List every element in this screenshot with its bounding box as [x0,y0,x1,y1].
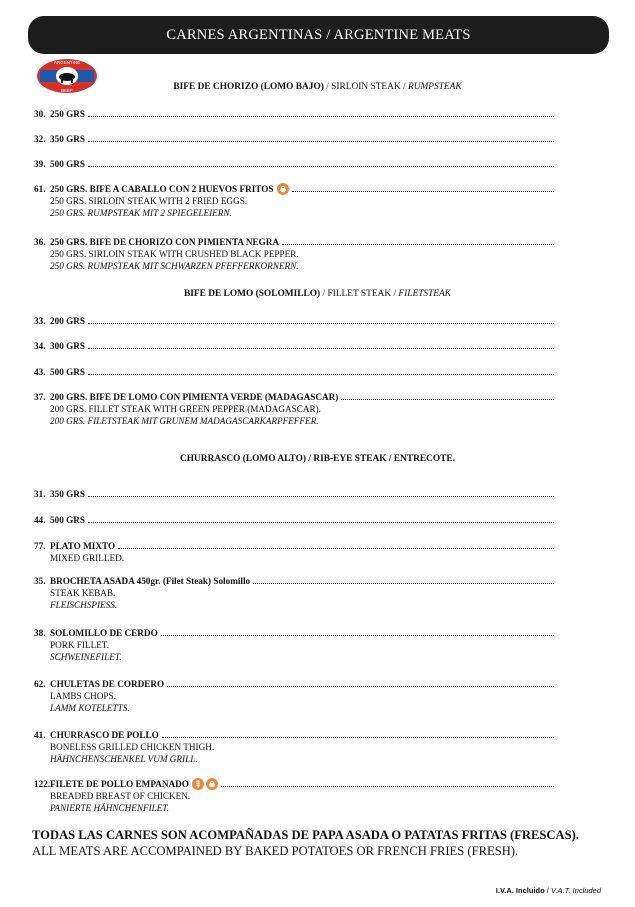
menu-item: 39. 500 GRS [34,158,554,170]
egg-allergen-icon [277,183,289,195]
svg-text:ARGENTINE: ARGENTINE [53,60,81,65]
item-description-de: HÄHNCHENSCHENKEL VUM GRILL. [50,754,198,764]
menu-item: 41. CHURRASCO DE POLLO BONELESS GRILLED CHICKEN THIGH. HÄHNCHENSCHENKEL VUM GRILL. [34,729,554,765]
menu-item: 31. 350 GRS [34,488,554,500]
item-description-en: 250 GRS. SIRLOIN STEAK WITH CRUSHED BLACK PEPPER. [50,249,299,259]
item-description-de: LAMM KOTELETTS. [50,703,130,713]
menu-item: 38. SOLOMILLO DE CERDO PORK FILLET. SCHWEINEFILET. [34,627,554,663]
menu-item: 37. 200 GRS. BIFE DE LOMO CON PIMIENTA VERDE (MADAGASCAR) 200 GRS. FILLET STEAK WITH GREEN PEPPER (MADAGASCAR). 200 GRS. FILETSTEAK MIT GRUNEM MADAGASCARKARPFEFFER. [34,391,554,427]
menu-item: 77. PLATO MIXTO MIXED GRILLED. [34,540,554,564]
vat-notice: I.V.A. Incluido / V.A.T. Included [495,886,601,895]
item-description-en: LAMBS CHOPS. [50,691,116,701]
menu-item: 122. FILETE DE POLLO EMPANADO BREADED BREAST OF CHICKEN. PANIERTE HÄHNCHENFILET. [34,778,554,814]
menu-item: 32. 350 GRS [34,133,554,145]
item-description-de: PANIERTE HÄHNCHENFILET. [50,803,170,813]
footer-note-es: TODAS LAS CARNES SON ACOMPAÑADAS DE PAPA ASADA O PATATAS FRITAS (FRESCAS). [32,828,579,842]
page-title: CARNES ARGENTINAS / ARGENTINE MEATS [166,26,471,43]
item-description-en: PORK FILLET. [50,640,110,650]
menu-item: 34. 300 GRS [34,340,554,352]
item-description-en: BONELESS GRILLED CHICKEN THIGH. [50,742,215,752]
footer-note-en: ALL MEATS ARE ACCOMPAINED BY BAKED POTATOES OR FRENCH FRIES (FRESH). [32,844,519,858]
header-banner [28,16,609,54]
menu-item: 62. CHULETAS DE CORDERO LAMBS CHOPS. LAMM KOTELETTS. [34,678,554,714]
item-description-de: SCHWEINEFILET. [50,652,122,662]
item-description-en: 200 GRS. FILLET STEAK WITH GREEN PEPPER (MADAGASCAR). [50,404,321,414]
item-description-en: STEAK KEBAB. [50,588,116,598]
item-description-en: MIXED GRILLED. [50,553,124,563]
menu-item: 61. 250 GRS. BIFE A CABALLO CON 2 HUEVOS FRITOS 250 GRS. SIRLOIN STEAK WITH 2 FRIED EGGS. 250 GRS. RUMPSTEAK MIT 2 SPIEGELEIERN. [34,183,554,219]
menu-item: 30. 250 GRS [34,108,554,120]
item-description-en: 250 GRS. SIRLOIN STEAK WITH 2 FRIED EGGS. [50,196,248,206]
item-description-en: BREADED BREAST OF CHICKEN. [50,791,191,801]
svg-text:BEEF: BEEF [61,88,73,93]
menu-item: 33. 200 GRS [34,315,554,327]
item-description-de: 250 GRS. RUMPSTEAK MIT 2 SPIEGELEIERN. [50,208,232,218]
section-title-fillet: BIFE DE LOMO (SOLOMILLO) / FILLET STEAK / FILETSTEAK [183,289,452,299]
item-description-de: 250 GRS. RUMPSTEAK MIT SCHWARZEN PFEFFERKORNERN. [50,261,299,271]
egg-allergen-icon [206,778,218,790]
item-description-de: FLEISCHSPIESS. [50,600,118,610]
item-description-de: 200 GRS. FILETSTEAK MIT GRUNEM MADAGASCARKARPFEFFER. [50,416,319,426]
section-title-ribeye: CHURRASCO (LOMO ALTO) / RIB-EYE STEAK / ENTRECOTE. [179,454,456,464]
menu-item: 35. BROCHETA ASADA 450gr. (Filet Steak) Solomillo STEAK KEBAB. FLEISCHSPIESS. [34,575,554,611]
menu-item: 44. 500 GRS [34,514,554,526]
menu-item: 43. 500 GRS [34,366,554,378]
gluten-allergen-icon [192,778,204,790]
menu-item: 36. 250 GRS. BIFE DE CHORIZO CON PIMIENTA NEGRA 250 GRS. SIRLOIN STEAK WITH CRUSHED BLACK PEPPER. 250 GRS. RUMPSTEAK MIT SCHWARZEN PFEFFERKORNERN. [34,236,554,272]
section-title-sirloin: BIFE DE CHORIZO (LOMO BAJO) / SIRLOIN STEAK / RUMPSTEAK [173,82,462,92]
